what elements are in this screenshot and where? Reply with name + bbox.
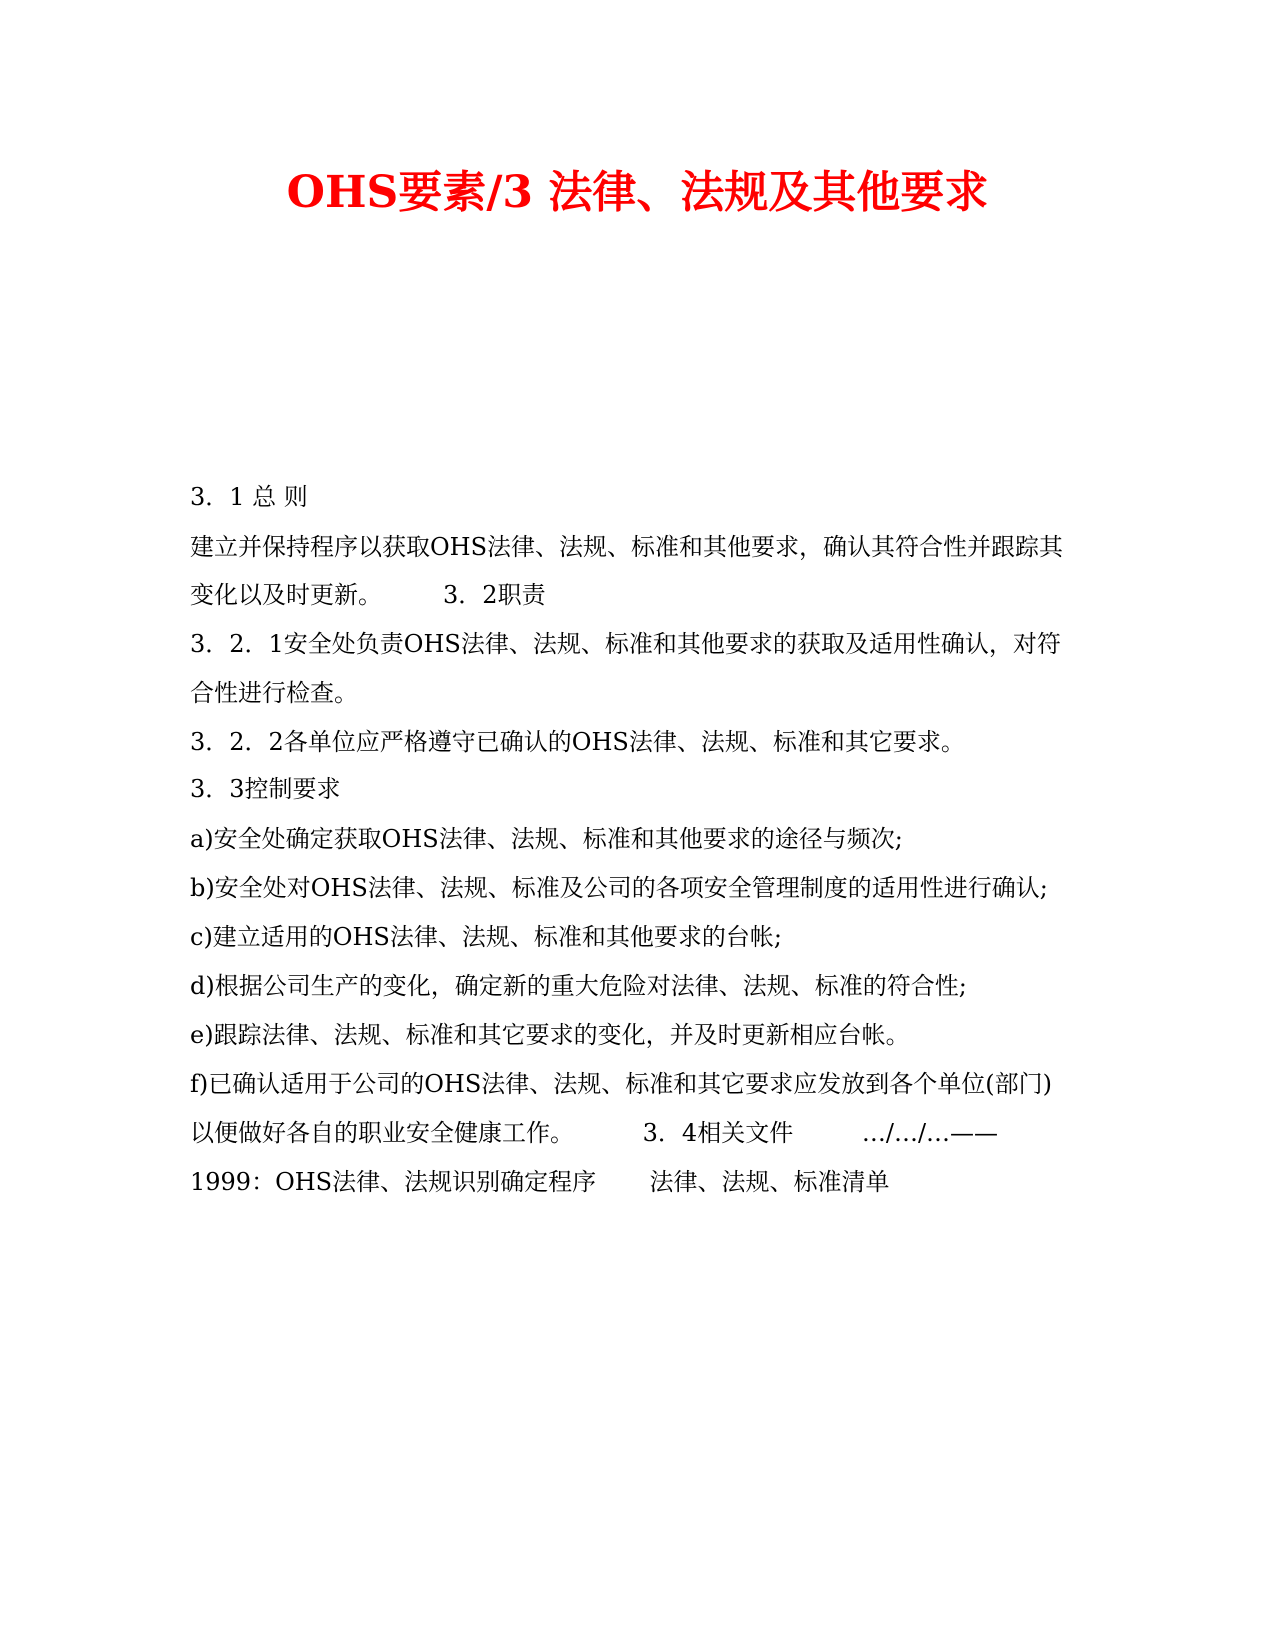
paragraph-line: 变化以及时更新。 3．2职责 — [190, 581, 546, 609]
paragraph-line: 合性进行检查。 — [190, 679, 358, 707]
list-item: b)安全处对OHS法律、法规、标准及公司的各项安全管理制度的适用性进行确认; — [190, 874, 1048, 902]
list-item: e)跟踪法律、法规、标准和其它要求的变化，并及时更新相应台帐。 — [190, 1021, 910, 1049]
list-item: c)建立适用的OHS法律、法规、标准和其他要求的台帐; — [190, 923, 782, 951]
document-title: OHS要素/3 法律、法规及其他要求 — [286, 167, 989, 218]
list-item: a)安全处确定获取OHS法律、法规、标准和其他要求的途径与频次; — [190, 825, 903, 853]
paragraph-line: 3．2．2各单位应严格遵守已确认的OHS法律、法规、标准和其它要求。 — [190, 728, 965, 756]
paragraph-line: 1999：OHS法律、法规识别确定程序 法律、法规、标准清单 — [190, 1168, 890, 1196]
list-item: d)根据公司生产的变化，确定新的重大危险对法律、法规、标准的符合性; — [190, 972, 967, 1000]
paragraph-line: 建立并保持程序以获取OHS法律、法规、标准和其他要求，确认其符合性并跟踪其 — [190, 533, 1064, 561]
section-heading-control: 3．3控制要求 — [190, 775, 341, 803]
section-heading-general: 3．1 总 则 — [190, 483, 308, 511]
paragraph-line: 以便做好各自的职业安全健康工作。 3．4相关文件 …/…/…—— — [190, 1119, 999, 1147]
list-item: f)已确认适用于公司的OHS法律、法规、标准和其它要求应发放到各个单位(部门) — [190, 1070, 1053, 1098]
paragraph-line: 3．2．1安全处负责OHS法律、法规、标准和其他要求的获取及适用性确认，对符 — [190, 630, 1061, 658]
